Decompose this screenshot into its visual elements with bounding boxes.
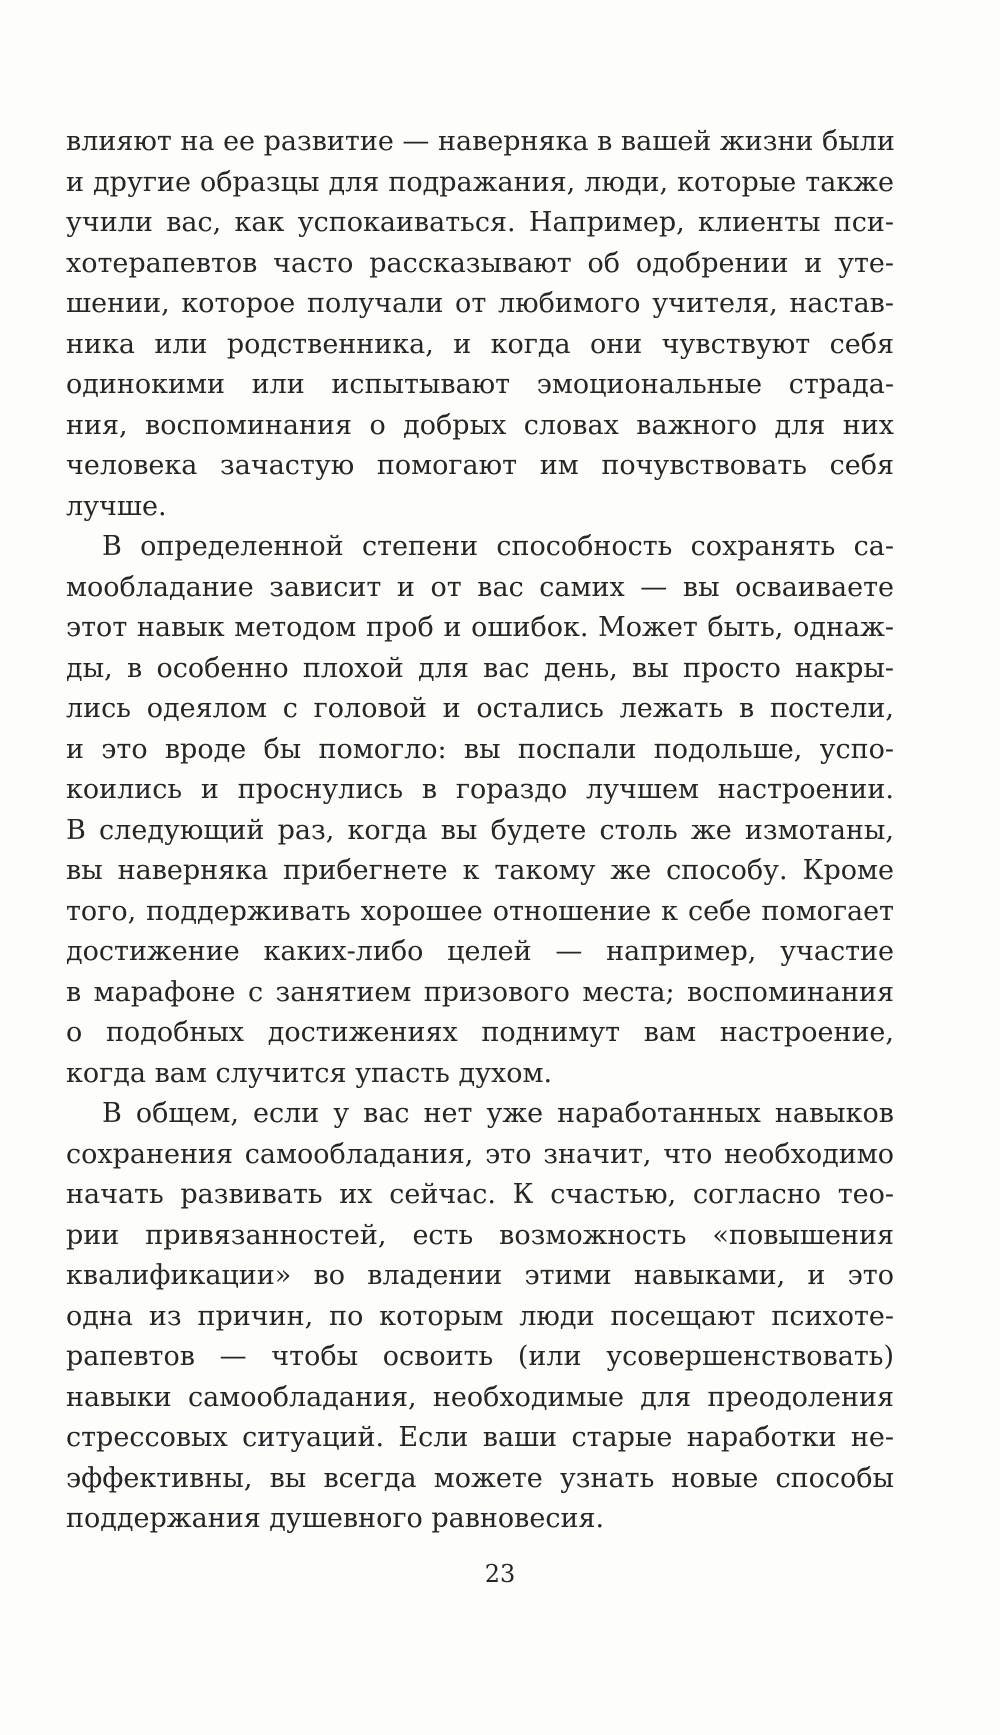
text-line: ды, в особенно плохой для вас день, вы просто накры-: [66, 652, 894, 684]
text-line: коились и проснулись в гораздо лучшем настроении.: [66, 774, 894, 805]
text-line: о подобных достижениях поднимут вам настроение,: [66, 1017, 894, 1048]
text-line: достижение каких-либо целей — например, участие: [66, 936, 894, 967]
text-line: влияют на ее развитие — наверняка в вашей жизни были: [66, 126, 895, 157]
text-line: поддержания душевного равновесия.: [66, 1503, 605, 1534]
text-line: мообладание зависит и от вас самих — вы осваиваете: [66, 571, 894, 603]
text-line: этот навык методом проб и ошибок. Может быть, однаж-: [66, 612, 894, 643]
paragraph: [66, 122, 894, 527]
text-line: сохранения самообладания, это значит, что необходимо: [66, 1138, 894, 1170]
text-line: одна из причин, по которым люди посещают психоте-: [66, 1300, 894, 1332]
text-line: лись одеялом с головой и остались лежать в постели,: [66, 693, 894, 724]
text-line: хотерапевтов часто рассказывают об одобрении и уте-: [66, 247, 894, 279]
text-line: ния, воспоминания о добрых словах важного для них: [66, 409, 894, 441]
text-line: когда вам случится упасть духом.: [66, 1057, 553, 1089]
text-line: навыки самообладания, необходимые для преодоления: [66, 1381, 894, 1413]
text-line: шении, которое получали от любимого учителя, настав-: [66, 288, 894, 319]
text-line: В определенной степени способность сохранять са-: [102, 531, 894, 562]
text-line: и другие образцы для подражания, люди, которые также: [66, 166, 894, 198]
text-line: вы наверняка прибегнете к такому же способу. Кроме: [66, 855, 894, 886]
text-line: рии привязанностей, есть возможность «повышения: [66, 1219, 894, 1251]
text-line: лучше.: [66, 490, 167, 522]
text-line: стрессовых ситуаций. Если ваши старые наработки не-: [66, 1422, 894, 1453]
text-line: одинокими или испытывают эмоциональные страда-: [66, 369, 894, 400]
text-line: и это вроде бы помогло: вы поспали подольше, успо-: [66, 733, 894, 765]
body-text: [66, 122, 894, 1540]
text-line: эффективны, вы всегда можете узнать новые способы: [66, 1462, 894, 1494]
text-line: того, поддерживать хорошее отношение к себе помогает: [66, 895, 894, 927]
text-line: квалификации» во владении этими навыками, и это: [66, 1260, 894, 1291]
text-line: ника или родственника, и когда они чувствуют себя: [66, 328, 894, 360]
text-line: учили вас, как успокаиваться. Например, клиенты пси-: [66, 207, 894, 238]
text-line: В следующий раз, когда вы будете столь же измотаны,: [66, 814, 894, 846]
paragraph: [66, 527, 894, 1094]
text-line: рапевтов — чтобы освоить (или усовершенствовать): [66, 1341, 894, 1372]
text-line: человека зачастую помогают им почувствовать себя: [66, 450, 894, 481]
text-line: в марафоне с занятием призового места; воспоминания: [66, 976, 894, 1008]
text-line: начать развивать их сейчас. К счастью, согласно тео-: [66, 1179, 894, 1210]
page-number: 23: [484, 1560, 516, 1588]
paragraph: [66, 1094, 894, 1540]
text-line: В общем, если у вас нет уже наработанных навыков: [102, 1098, 894, 1129]
